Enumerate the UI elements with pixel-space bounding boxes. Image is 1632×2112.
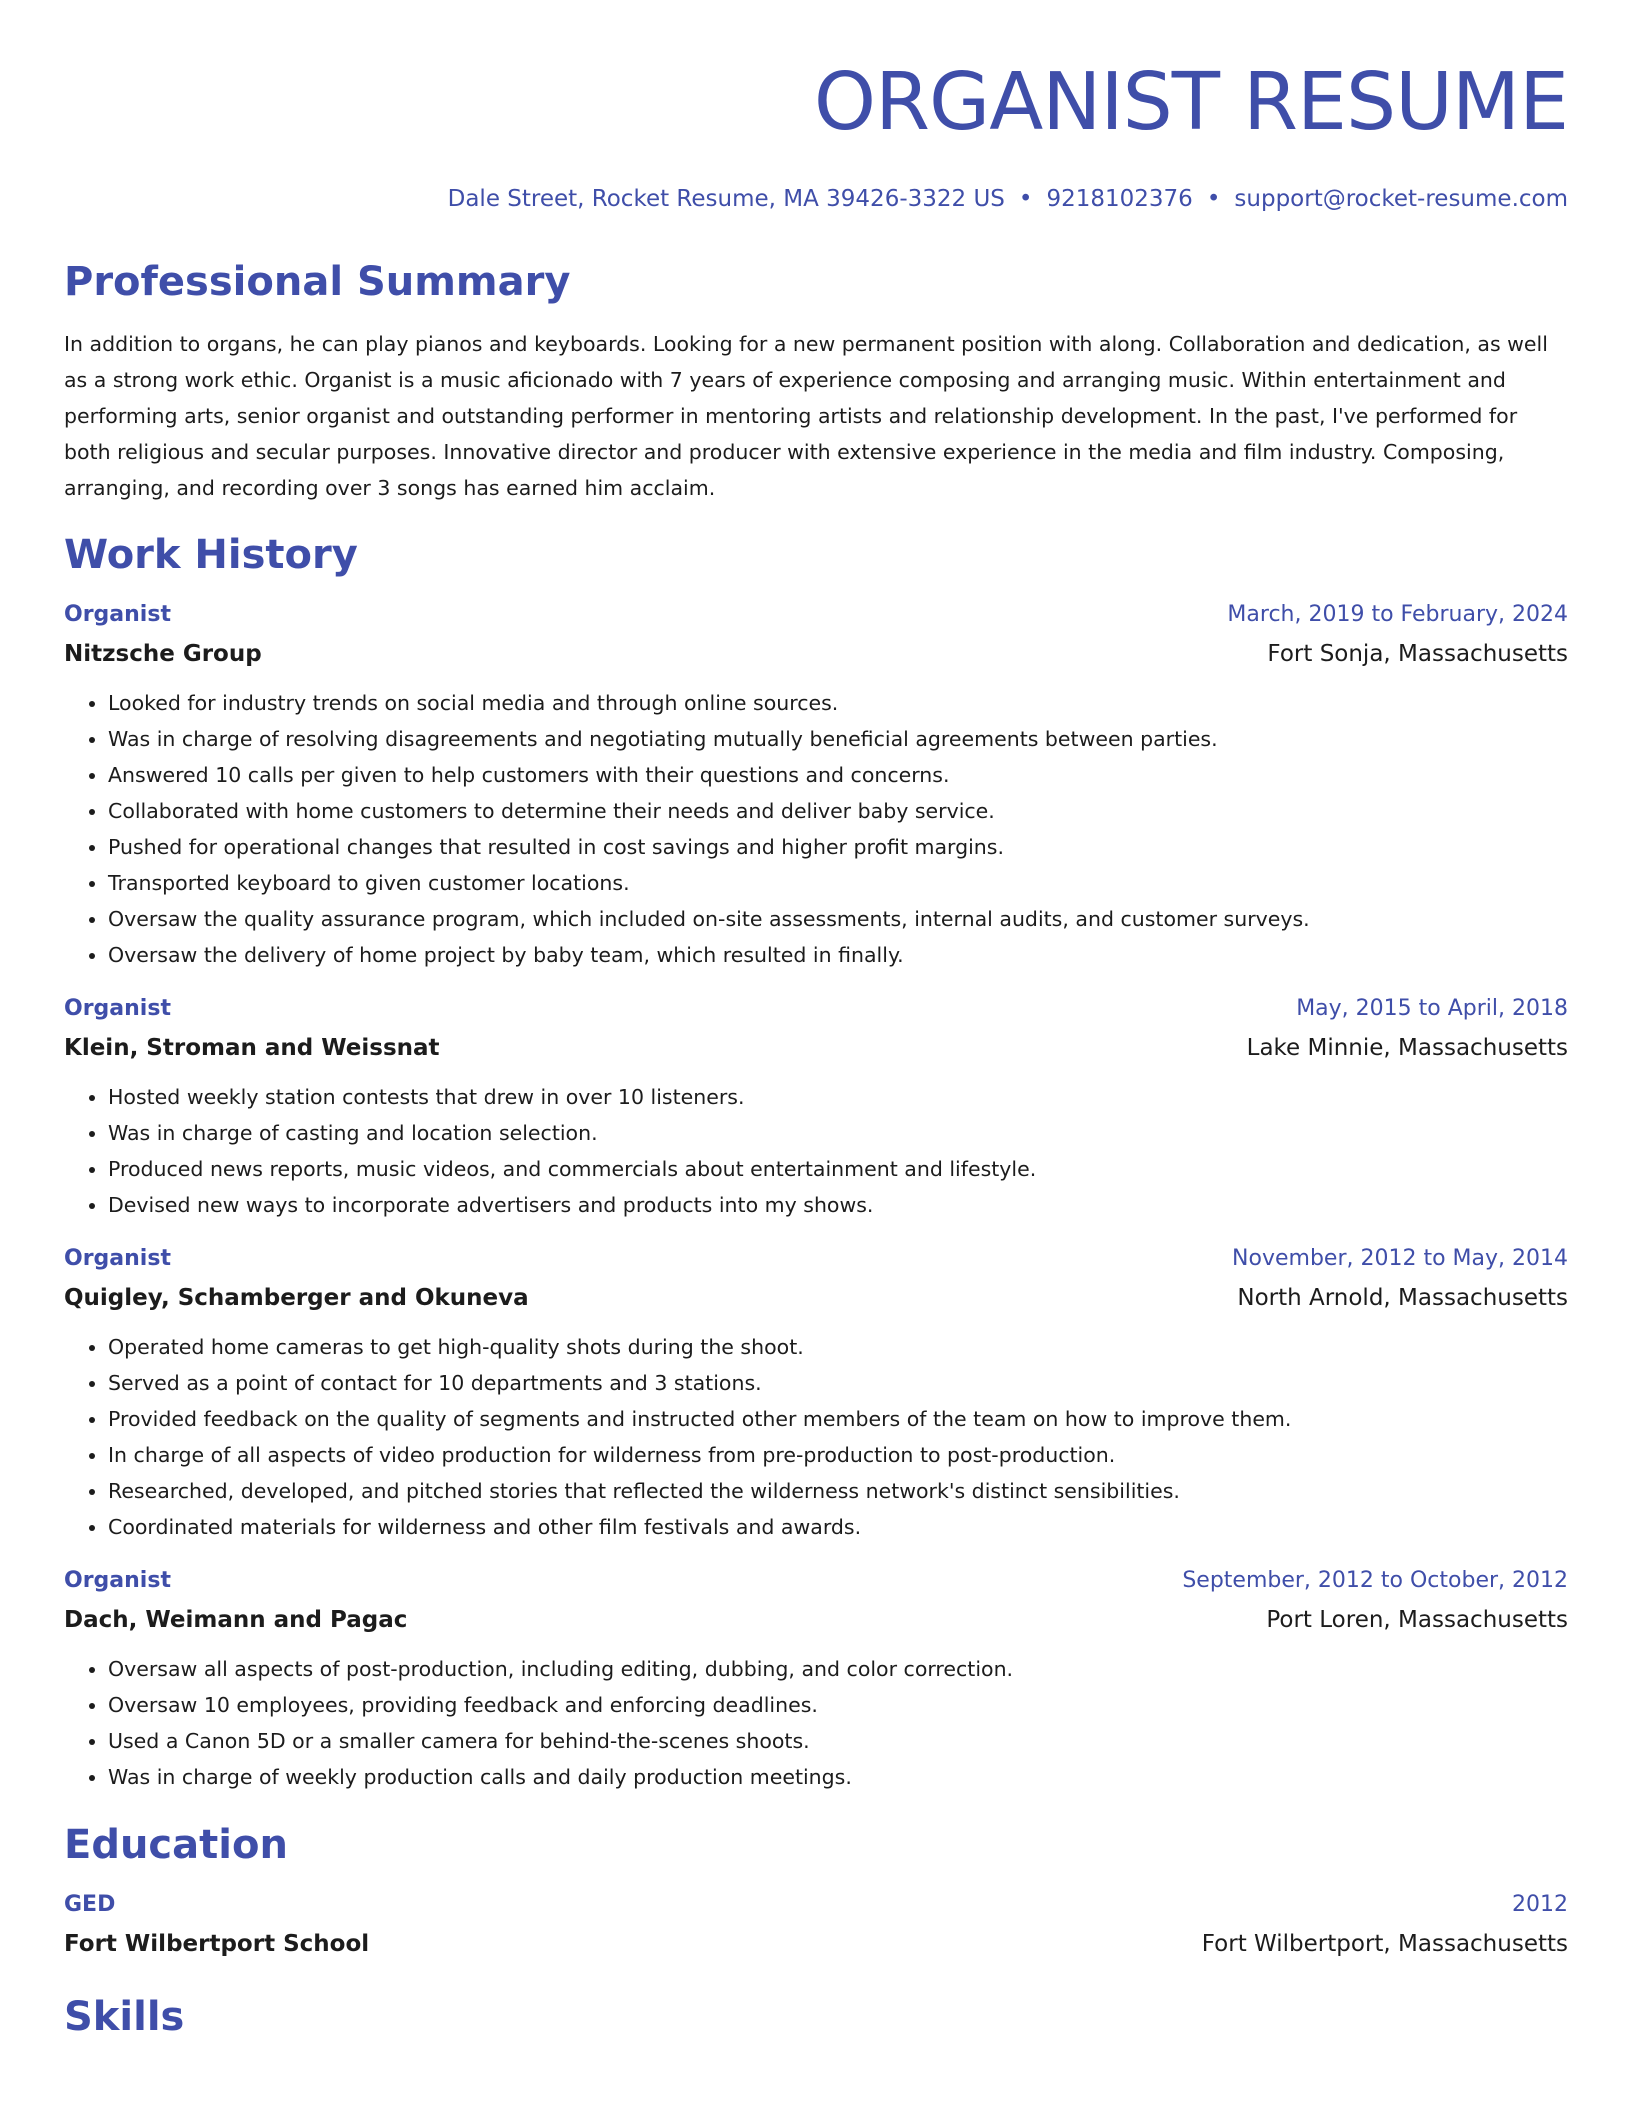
job-entry	[64, 993, 1568, 1223]
job-role: Organist	[64, 996, 171, 1021]
job-bullet: • Looked for industry trends on social media and through online sources.	[108, 685, 1568, 721]
job-bullet: • Served as a point of contact for 10 departments and 3 stations.	[108, 1365, 1568, 1401]
job-role: Organist	[64, 1568, 171, 1593]
job-bullet: • Researched, developed, and pitched stories that reflected the wilderness network's distinct sensibilities.	[108, 1473, 1568, 1509]
job-bullet: • Devised new ways to incorporate advertisers and products into my shows.	[108, 1187, 1568, 1223]
job-row-top	[64, 599, 1568, 631]
job-dates: March, 2019 to February, 2024	[1227, 602, 1568, 627]
job-row-top	[64, 1243, 1568, 1275]
contact-separator: •	[1206, 186, 1221, 212]
job-bullet: • Operated home cameras to get high-quality shots during the shoot.	[108, 1329, 1568, 1365]
job-bullet: • Hosted weekly station contests that drew in over 10 listeners.	[108, 1079, 1568, 1115]
contact-address: Dale Street, Rocket Resume, MA 39426-3322 US	[447, 186, 1005, 212]
summary-heading: Professional Summary	[64, 259, 571, 305]
job-bullet: • Used a Canon 5D or a smaller camera for behind-the-scenes shoots.	[108, 1723, 1568, 1759]
education-school: Fort Wilbertport School	[64, 1931, 370, 1957]
job-location: Fort Sonja, Massachusetts	[1267, 641, 1568, 667]
job-bullet-list	[64, 1329, 1568, 1545]
work-history-heading: Work History	[64, 532, 358, 578]
job-dates: September, 2012 to October, 2012	[1182, 1568, 1568, 1593]
job-dates: May, 2015 to April, 2018	[1296, 996, 1568, 1021]
summary-text: In addition to organs, he can play pianos and keyboards. Looking for a new permanent position with along. Collaboration and dedication, as well as a strong work ethic. Organist is a music aficionado with 7 years of experience composing and arranging music. Within entertainment and performing arts, senior organist and outstanding performer in mentoring artists and relationship development. In the past, I've performed for both religious and secular purposes. Innovative director and producer with extensive experience in the media and film industry. Composing, arranging, and recording over 3 songs has earned him acclaim.	[64, 332, 1548, 500]
job-role: Organist	[64, 1246, 171, 1271]
work-history-list	[64, 599, 1568, 1795]
job-row-bottom	[64, 1031, 1568, 1065]
contact-separator: •	[1018, 186, 1033, 212]
resume-page	[64, 0, 1568, 2041]
job-bullet: • Coordinated materials for wilderness and other film festivals and awards.	[108, 1509, 1568, 1545]
education-heading: Education	[64, 1822, 288, 1868]
job-row-bottom	[64, 1603, 1568, 1637]
job-bullet: • Oversaw 10 employees, providing feedback and enforcing deadlines.	[108, 1687, 1568, 1723]
job-row-bottom	[64, 637, 1568, 671]
resume-title: ORGANIST RESUME	[813, 56, 1568, 148]
education-row-top	[64, 1889, 1568, 1921]
job-location: Port Loren, Massachusetts	[1266, 1607, 1568, 1633]
job-bullet: • In charge of all aspects of video production for wilderness from pre-production to post-production.	[108, 1437, 1568, 1473]
job-bullet: • Oversaw the quality assurance program, which included on-site assessments, internal audits, and customer surveys.	[108, 901, 1568, 937]
education-location: Fort Wilbertport, Massachusetts	[1201, 1931, 1568, 1957]
job-bullet: • Collaborated with home customers to determine their needs and deliver baby service.	[108, 793, 1568, 829]
job-bullet: • Was in charge of weekly production calls and daily production meetings.	[108, 1759, 1568, 1795]
job-company: Dach, Weimann and Pagac	[64, 1607, 408, 1633]
job-bullet: • Provided feedback on the quality of segments and instructed other members of the team on how to improve them.	[108, 1401, 1568, 1437]
job-bullet: • Answered 10 calls per given to help customers with their questions and concerns.	[108, 757, 1568, 793]
job-bullet: • Oversaw all aspects of post-production, including editing, dubbing, and color correction.	[108, 1651, 1568, 1687]
job-role: Organist	[64, 602, 171, 627]
contact-email: support@rocket-resume.com	[1234, 186, 1568, 212]
job-bullet-list	[64, 685, 1568, 973]
job-bullet: • Was in charge of casting and location selection.	[108, 1115, 1568, 1151]
job-bullet: • Was in charge of resolving disagreements and negotiating mutually beneficial agreements between parties.	[108, 721, 1568, 757]
job-bullet: • Oversaw the delivery of home project by baby team, which resulted in finally.	[108, 937, 1568, 973]
job-row-bottom	[64, 1281, 1568, 1315]
job-bullet: • Transported keyboard to given customer locations.	[108, 865, 1568, 901]
skills-heading: Skills	[64, 1994, 185, 2040]
job-row-top	[64, 1565, 1568, 1597]
job-entry	[64, 599, 1568, 973]
job-bullet-list	[64, 1651, 1568, 1795]
job-bullet-list	[64, 1079, 1568, 1223]
job-bullet: • Pushed for operational changes that resulted in cost savings and higher profit margins.	[108, 829, 1568, 865]
job-row-top	[64, 993, 1568, 1025]
education-year: 2012	[1512, 1892, 1568, 1917]
job-bullet: • Produced news reports, music videos, and commercials about entertainment and lifestyle.	[108, 1151, 1568, 1187]
job-entry	[64, 1565, 1568, 1795]
job-location: Lake Minnie, Massachusetts	[1246, 1035, 1568, 1061]
contact-phone: 9218102376	[1046, 186, 1193, 212]
contact-line	[64, 184, 1568, 214]
job-company: Nitzsche Group	[64, 641, 262, 667]
education-row-bottom	[64, 1927, 1568, 1961]
job-entry	[64, 1243, 1568, 1545]
job-company: Quigley, Schamberger and Okuneva	[64, 1285, 529, 1311]
job-dates: November, 2012 to May, 2014	[1232, 1246, 1568, 1271]
education-degree: GED	[64, 1892, 116, 1917]
job-location: North Arnold, Massachusetts	[1237, 1285, 1568, 1311]
job-company: Klein, Stroman and Weissnat	[64, 1035, 440, 1061]
education-entry	[64, 1889, 1568, 1961]
